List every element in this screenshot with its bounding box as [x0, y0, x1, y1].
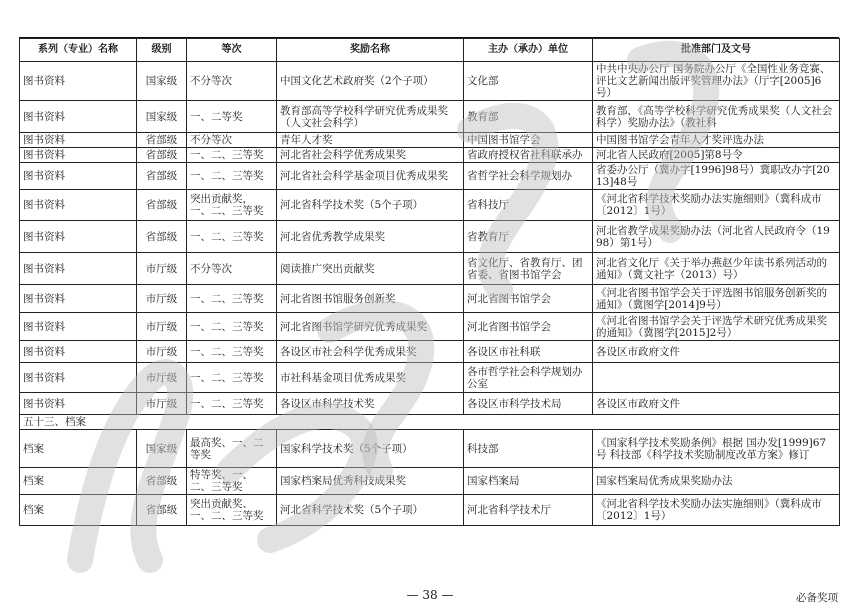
cell-org: 文化部	[464, 62, 593, 101]
cell-series: 图书资料	[20, 163, 137, 190]
header-approval: 批准部门及文号	[593, 39, 840, 62]
table-row	[20, 101, 840, 133]
cell-approval	[593, 363, 840, 393]
cell-org: 河北省图书馆学会	[464, 313, 593, 341]
cell-grade: 一、二、三等奖	[187, 163, 277, 190]
header-level: 级别	[137, 39, 187, 62]
cell-grade: 不分等次	[187, 253, 277, 285]
cell-series: 图书资料	[20, 253, 137, 285]
cell-approval: 教育部，《高等学校科学研究优秀成果奖（人文社会科学）奖励办法》（教社科	[593, 101, 840, 133]
table-row	[20, 393, 840, 415]
cell-award: 中国文化艺术政府奖（2个子项）	[277, 62, 464, 101]
cell-org: 省教育厅	[464, 221, 593, 253]
cell-approval: 各设区市政府文件	[593, 341, 840, 363]
cell-level: 省部级	[137, 468, 187, 495]
cell-level: 国家级	[137, 101, 187, 133]
table-row	[20, 430, 840, 468]
table-row	[20, 313, 840, 341]
cell-award: 各设区市社会科学优秀成果奖	[277, 341, 464, 363]
table-row	[20, 363, 840, 393]
cell-series: 档案	[20, 430, 137, 468]
cell-approval: 《河北省图书馆学会关于评选学术研究优秀成果奖的通知》（冀图学[2015]2号）	[593, 313, 840, 341]
cell-approval: 中国图书馆学会青年人才奖评选办法	[593, 133, 840, 148]
page-number: — 38 —	[406, 588, 454, 602]
cell-grade: 一、二、三等奖	[187, 341, 277, 363]
cell-grade: 一、二等奖	[187, 101, 277, 133]
cell-series: 图书资料	[20, 190, 137, 221]
table-row	[20, 62, 840, 101]
cell-grade: 不分等次	[187, 133, 277, 148]
awards-table	[19, 38, 840, 526]
cell-series: 图书资料	[20, 341, 137, 363]
cell-award: 河北省科学技术奖（5个子项）	[277, 190, 464, 221]
cell-org: 省哲学社会科学规划办	[464, 163, 593, 190]
cell-level: 省部级	[137, 163, 187, 190]
cell-series: 图书资料	[20, 393, 137, 415]
cell-level: 省部级	[137, 495, 187, 526]
cell-award: 教育部高等学校科学研究优秀成果奖（人文社会科学）	[277, 101, 464, 133]
table-row	[20, 341, 840, 363]
cell-level: 市厅级	[137, 363, 187, 393]
header-series: 系列（专业）名称	[20, 39, 137, 62]
cell-grade: 一、二、三等奖	[187, 363, 277, 393]
cell-org: 中国图书馆学会	[464, 133, 593, 148]
cell-approval: 国家档案局优秀成果奖励办法	[593, 468, 840, 495]
cell-level: 市厅级	[137, 393, 187, 415]
header-award: 奖励名称	[277, 39, 464, 62]
table-row	[20, 190, 840, 221]
table-row	[20, 253, 840, 285]
cell-approval: 《河北省科学技术奖励办法实施细则》（冀科成市〔2012〕1号）	[593, 190, 840, 221]
cell-series: 图书资料	[20, 285, 137, 313]
cell-award: 河北省图书馆服务创新奖	[277, 285, 464, 313]
cell-series: 图书资料	[20, 221, 137, 253]
table-header-row	[20, 39, 840, 62]
cell-org: 省文化厅、省教育厅、团省委、省图书馆学会	[464, 253, 593, 285]
cell-level: 市厅级	[137, 253, 187, 285]
cell-org: 省政府授权省社科联承办	[464, 148, 593, 163]
cell-level: 国家级	[137, 430, 187, 468]
section-row	[20, 415, 840, 430]
cell-org: 教育部	[464, 101, 593, 133]
section-title: 五十三、档案	[20, 415, 840, 430]
cell-award: 河北省社会科学基金项目优秀成果奖	[277, 163, 464, 190]
cell-award: 各设区市科学技术奖	[277, 393, 464, 415]
table-row	[20, 221, 840, 253]
cell-award: 河北省社会科学优秀成果奖	[277, 148, 464, 163]
cell-approval: 河北省人民政府[2005]第8号令	[593, 148, 840, 163]
cell-approval: 《国家科学技术奖励条例》根据 国办发[1999]67号 科技部《科学技术奖励制度改革方案》修订	[593, 430, 840, 468]
cell-grade: 突出贡献奖、一、二、三等奖	[187, 495, 277, 526]
cell-org: 各设区市科学技术局	[464, 393, 593, 415]
cell-grade: 一、二、三等奖	[187, 221, 277, 253]
cell-series: 图书资料	[20, 133, 137, 148]
cell-award: 河北省图书馆学研究优秀成果奖	[277, 313, 464, 341]
header-org: 主办（承办）单位	[464, 39, 593, 62]
header-grade: 等次	[187, 39, 277, 62]
table-row	[20, 495, 840, 526]
cell-level: 市厅级	[137, 285, 187, 313]
cell-approval: 《河北省图书馆学会关于评选图书馆服务创新奖的通知》（冀图学[2014]9号）	[593, 285, 840, 313]
cell-approval: 《河北省科学技术奖励办法实施细则》（冀科成市〔2012〕1号）	[593, 495, 840, 526]
cell-award: 青年人才奖	[277, 133, 464, 148]
cell-approval: 中共中央办公厅 国务院办公厅《全国性业务竞赛、评比文艺新闻出版评奖管理办法》（厅字[2005]6号）	[593, 62, 840, 101]
cell-grade: 最高奖、一、二等奖	[187, 430, 277, 468]
cell-award: 阅读推广突出贡献奖	[277, 253, 464, 285]
cell-series: 图书资料	[20, 363, 137, 393]
footer-label: 必备奖项	[796, 592, 838, 604]
cell-level: 省部级	[137, 221, 187, 253]
cell-level: 省部级	[137, 133, 187, 148]
cell-series: 图书资料	[20, 148, 137, 163]
table-row	[20, 285, 840, 313]
cell-grade: 一、二、三等奖	[187, 313, 277, 341]
cell-org: 河北省图书馆学会	[464, 285, 593, 313]
cell-org: 国家档案局	[464, 468, 593, 495]
cell-approval: 省委办公厅（冀办字[1996]98号）冀职改办字[2013]48号	[593, 163, 840, 190]
cell-approval: 各设区市政府文件	[593, 393, 840, 415]
cell-org: 各市哲学社会科学规划办公室	[464, 363, 593, 393]
table-row	[20, 468, 840, 495]
cell-grade: 特等奖、一、二、三等奖	[187, 468, 277, 495]
cell-award: 河北省科学技术奖（5个子项）	[277, 495, 464, 526]
cell-series: 图书资料	[20, 62, 137, 101]
cell-level: 省部级	[137, 190, 187, 221]
cell-grade: 不分等次	[187, 62, 277, 101]
cell-series: 图书资料	[20, 101, 137, 133]
cell-org: 河北省科学技术厅	[464, 495, 593, 526]
cell-grade: 一、二、三等奖	[187, 285, 277, 313]
cell-approval: 河北省文化厅《关于举办燕赵少年读书系列活动的通知》（冀文社字（2013）号）	[593, 253, 840, 285]
cell-org: 科技部	[464, 430, 593, 468]
cell-grade: 突出贡献奖，一、二、三等奖	[187, 190, 277, 221]
cell-grade: 一、二、三等奖	[187, 393, 277, 415]
cell-org: 省科技厅	[464, 190, 593, 221]
table-row	[20, 148, 840, 163]
cell-level: 市厅级	[137, 313, 187, 341]
cell-series: 图书资料	[20, 313, 137, 341]
cell-award: 河北省优秀教学成果奖	[277, 221, 464, 253]
cell-level: 省部级	[137, 148, 187, 163]
table-row	[20, 133, 840, 148]
cell-series: 档案	[20, 468, 137, 495]
cell-org: 各设区市社科联	[464, 341, 593, 363]
cell-award: 国家科学技术奖（5个子项）	[277, 430, 464, 468]
cell-award: 市社科基金项目优秀成果奖	[277, 363, 464, 393]
table-row	[20, 163, 840, 190]
cell-series: 档案	[20, 495, 137, 526]
cell-grade: 一、二、三等奖	[187, 148, 277, 163]
cell-level: 市厅级	[137, 341, 187, 363]
cell-approval: 河北省教学成果奖励办法（河北省人民政府令（1998）第1号）	[593, 221, 840, 253]
cell-level: 国家级	[137, 62, 187, 101]
cell-award: 国家档案局优秀科技成果奖	[277, 468, 464, 495]
